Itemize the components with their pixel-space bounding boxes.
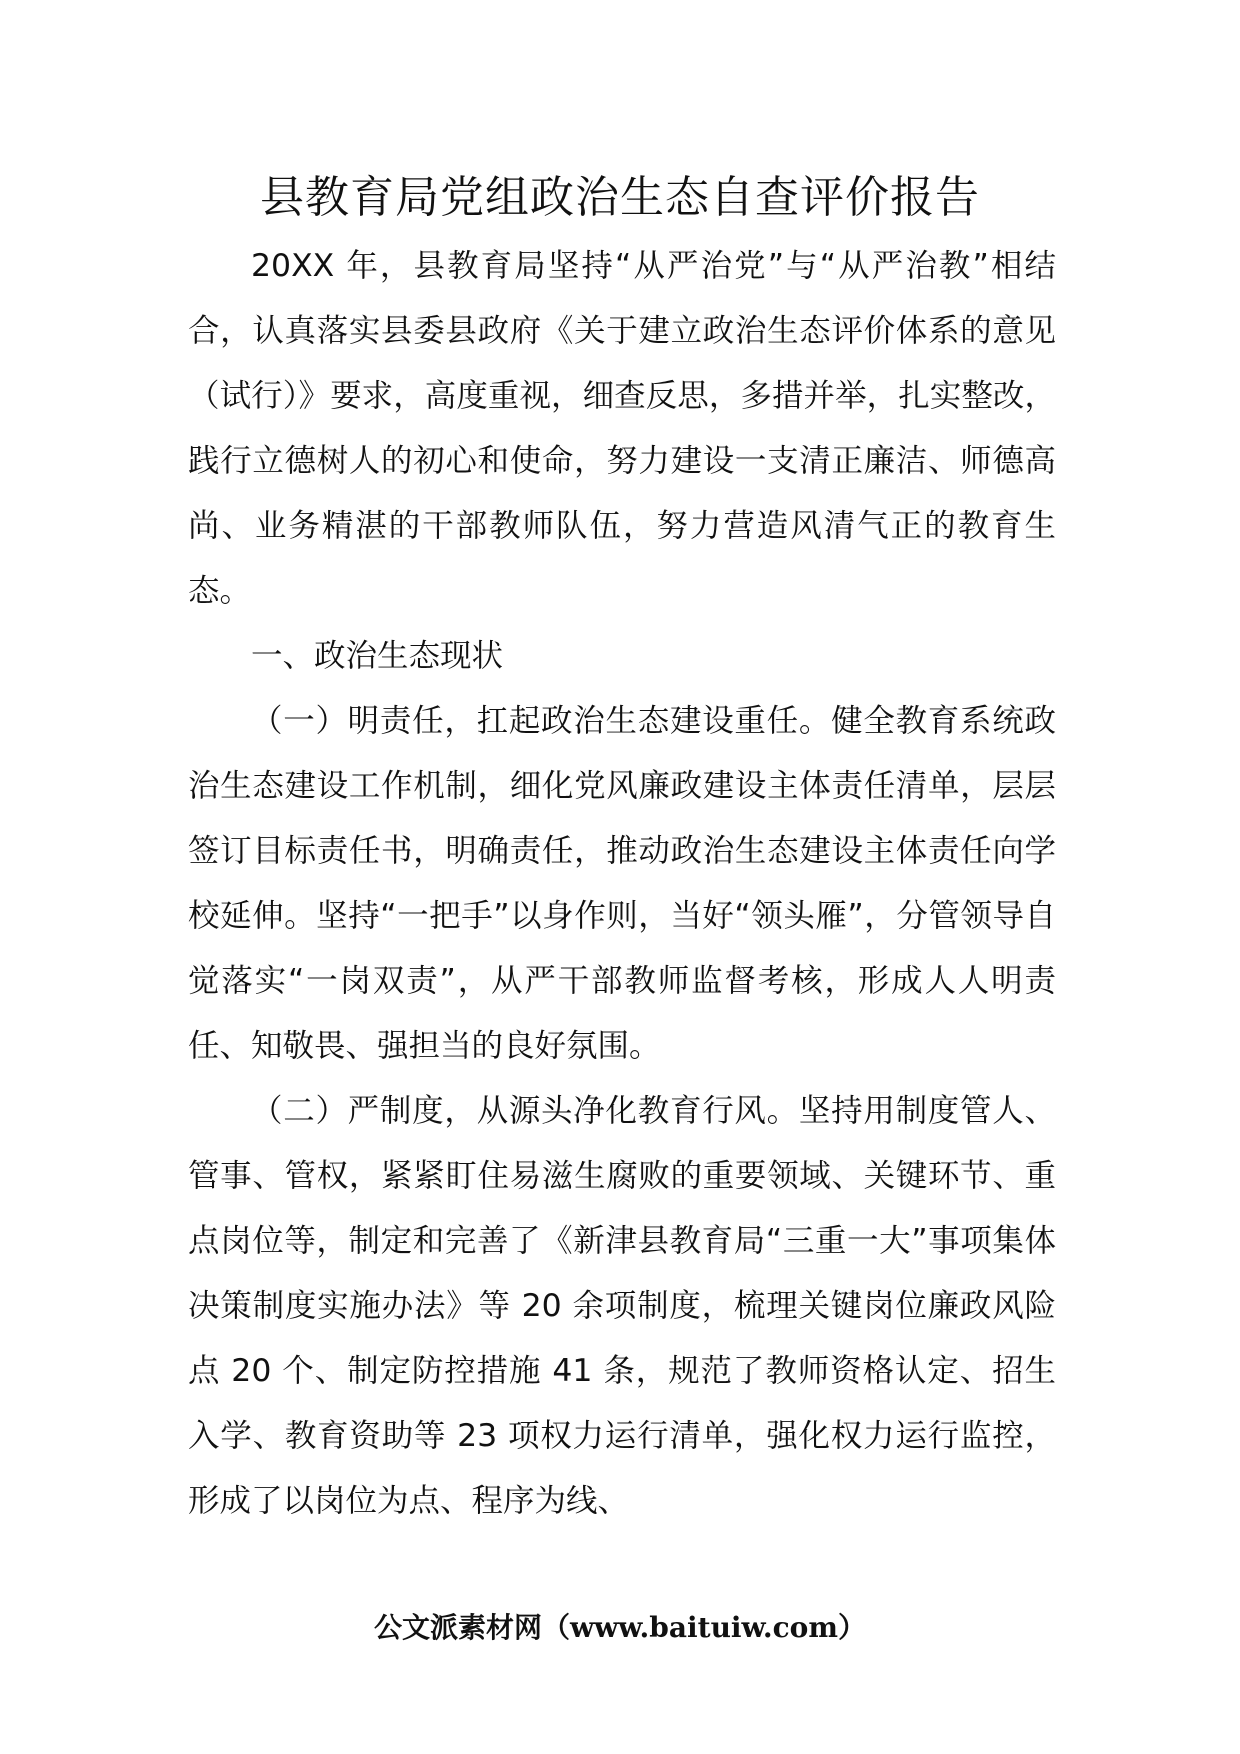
document-body	[188, 234, 1056, 1534]
subsection-paragraph-2: （二）严制度，从源头净化教育行风。坚持用制度管人、管事、管权，紧紧盯住易滋生腐败的重要领域、关键环节、重点岗位等，制定和完善了《新津县教育局“三重一大”事项集体决策制度实施办法》等 20 余项制度，梳理关键岗位廉政风险点 20 个、制定防控措施 41 条，规范了教师资格认定、招生入学、教育资助等 23 项权力运行清单，强化权力运行监控，形成了以岗位为点、程序为线、	[188, 1093, 1056, 1519]
subsection-paragraph-1: （一）明责任，扛起政治生态建设重任。健全教育系统政治生态建设工作机制，细化党风廉政建设主体责任清单，层层签订目标责任书，明确责任，推动政治生态建设主体责任向学校延伸。坚持“一把手”以身作则，当好“领头雁”，分管领导自觉落实“一岗双责”，从严干部教师监督考核，形成人人明责任、知敬畏、强担当的良好氛围。	[188, 703, 1056, 1064]
section-heading: 一、政治生态现状	[251, 638, 504, 674]
footer-watermark: 公文派素材网（www.baituiw.com）	[374, 1611, 866, 1644]
document-title: 县教育局党组政治生态自查评价报告	[260, 172, 980, 223]
intro-paragraph: 20XX 年，县教育局坚持“从严治党”与“从严治教”相结合，认真落实县委县政府《关于建立政治生态评价体系的意见（试行）》要求，高度重视，细查反思，多措并举，扎实整改，践行立德树人的初心和使命，努力建设一支清正廉洁、师德高尚、业务精湛的干部教师队伍，努力营造风清气正的教育生态。	[188, 248, 1056, 609]
